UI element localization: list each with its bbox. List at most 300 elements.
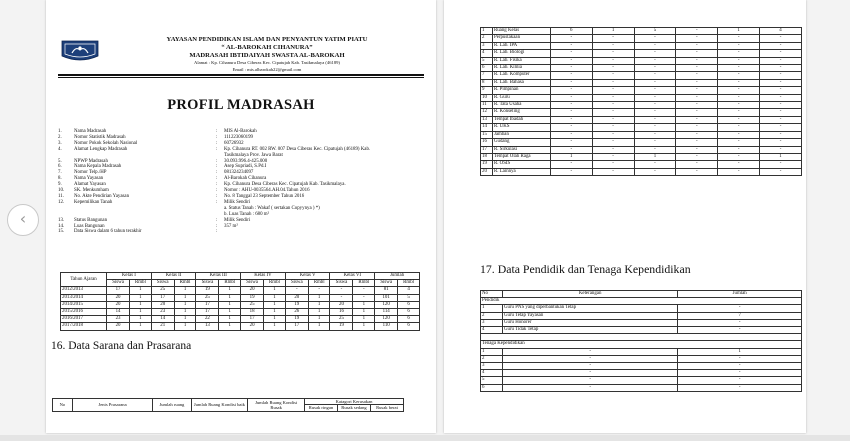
col-sub-siswa: Siswa bbox=[107, 280, 130, 287]
facility-cell: 17 bbox=[481, 146, 493, 153]
facility-cell: - bbox=[592, 124, 634, 131]
facility-cell: - bbox=[634, 102, 676, 109]
profile-value: MIS Al-Barokah bbox=[224, 129, 257, 134]
count-cell: 25 bbox=[241, 301, 264, 308]
row-keterangan: Guru PNS yang diperbantukan Tetap bbox=[502, 305, 677, 312]
facility-cell: 14 bbox=[481, 124, 493, 131]
facility-cell: 13 bbox=[481, 116, 493, 123]
facility-cell: - bbox=[550, 57, 592, 64]
profile-label: Nama Yayasan bbox=[74, 176, 104, 182]
profile-label: Alamat Lengkap Madrasah bbox=[74, 146, 128, 152]
facility-cell: 5 bbox=[481, 57, 493, 64]
row-no: 4 bbox=[481, 327, 503, 334]
table-row bbox=[481, 161, 802, 168]
count-cell: 20 bbox=[241, 323, 264, 330]
row-keterangan: - bbox=[502, 384, 677, 391]
facility-cell: 20 bbox=[481, 168, 493, 175]
count-cell: 16 bbox=[330, 309, 353, 316]
row-jumlah: - bbox=[678, 319, 802, 326]
facility-name: R. OSIS bbox=[492, 161, 550, 168]
profile-colon: : bbox=[216, 164, 218, 170]
row-no: 3 bbox=[481, 319, 503, 326]
facility-name: R. Lab. Bahasa bbox=[492, 79, 550, 86]
table-row bbox=[481, 146, 802, 153]
facility-cell: - bbox=[760, 87, 802, 94]
row-no: 2 bbox=[481, 312, 503, 319]
facility-table bbox=[480, 27, 802, 176]
facility-cell: - bbox=[718, 42, 760, 49]
facility-cell: - bbox=[550, 146, 592, 153]
facility-cell: 18 bbox=[481, 153, 493, 160]
profile-row bbox=[58, 229, 430, 235]
facility-cell: 11 bbox=[481, 102, 493, 109]
facility-cell: 16 bbox=[481, 139, 493, 146]
year-cell: 2012/2013 bbox=[61, 287, 107, 294]
count-cell: - bbox=[353, 294, 375, 301]
facility-cell: - bbox=[718, 146, 760, 153]
table-row bbox=[481, 42, 802, 49]
facility-cell: - bbox=[592, 72, 634, 79]
facility-cell: 19 bbox=[481, 161, 493, 168]
count-cell: 1 bbox=[353, 301, 375, 308]
profile-colon: : bbox=[216, 223, 218, 229]
row-jumlah: - bbox=[678, 327, 802, 334]
col-year-header: Tahun Ajaran bbox=[61, 273, 107, 287]
col-sub-siswa: Siswa bbox=[196, 280, 219, 287]
count-cell: 1 bbox=[174, 316, 196, 323]
count-cell: 17 bbox=[151, 294, 174, 301]
profile-num: 6. bbox=[58, 164, 62, 170]
facility-name: Ruang Kelas bbox=[492, 28, 550, 35]
profile-value: 30.093.996.4-425.000 bbox=[224, 158, 268, 164]
org-name-line1: YAYASAN PENDIDIKAN ISLAM DAN PENYANTUN YATIM PIATU bbox=[166, 36, 368, 43]
col-sub-rombel: Rmbl bbox=[219, 280, 241, 287]
profile-value: Nomor : AHU-0035564.AH.04.Tahun 2016 bbox=[224, 188, 310, 194]
table-row bbox=[481, 116, 802, 123]
count-cell: 5 bbox=[398, 294, 420, 301]
table-row bbox=[481, 384, 802, 391]
section-row bbox=[481, 298, 802, 305]
row-jumlah: 7 bbox=[678, 312, 802, 319]
facility-cell: - bbox=[718, 116, 760, 123]
count-cell: 25 bbox=[151, 287, 174, 294]
facility-cell: - bbox=[718, 87, 760, 94]
year-cell: 2014/2015 bbox=[61, 301, 107, 308]
section17-heading: 17. Data Pendidik dan Tenaga Kependidikan bbox=[480, 262, 691, 276]
org-address: Alamat : Kp. Cihanura Desa Ciberas Kec. Cipatujah Kab. Tasikmalaya (46189) bbox=[194, 60, 340, 65]
facility-name: Tempat Olah Raga bbox=[492, 153, 550, 160]
facility-cell: - bbox=[760, 124, 802, 131]
facility-cell: - bbox=[676, 94, 718, 101]
table-row bbox=[481, 109, 802, 116]
table-row bbox=[481, 370, 802, 377]
row-no: 3 bbox=[481, 363, 503, 370]
row-no: 1 bbox=[481, 305, 503, 312]
profile-value: 357 m² bbox=[224, 223, 238, 229]
col-kategori: Katagori Kerusakan bbox=[305, 399, 404, 405]
profile-num: 9. bbox=[58, 182, 62, 188]
facility-cell: - bbox=[634, 79, 676, 86]
facility-table-header bbox=[52, 398, 404, 412]
spacer-cell bbox=[481, 334, 802, 341]
table-row bbox=[481, 139, 802, 146]
count-cell: 120 bbox=[375, 316, 398, 323]
profile-colon: : bbox=[216, 182, 218, 188]
count-cell: 1 bbox=[174, 309, 196, 316]
col-class-header: Kelas VI bbox=[330, 273, 375, 280]
facility-cell: - bbox=[676, 79, 718, 86]
facility-cell: - bbox=[760, 35, 802, 42]
count-cell: 17 bbox=[196, 301, 219, 308]
year-cell: 2013/2014 bbox=[61, 294, 107, 301]
facility-cell: 3 bbox=[481, 42, 493, 49]
facility-cell: - bbox=[676, 146, 718, 153]
letterhead-rule-thick bbox=[58, 74, 424, 76]
facility-cell: - bbox=[718, 72, 760, 79]
row-keterangan: Guru Tetap Yayasan bbox=[502, 312, 677, 319]
count-cell: 13 bbox=[196, 323, 219, 330]
count-cell: 81 bbox=[375, 287, 398, 294]
facility-cell: - bbox=[760, 161, 802, 168]
profile-value bbox=[224, 229, 430, 235]
profile-label: Data Siswa dalam 6 tahun terakhir bbox=[74, 229, 142, 235]
facility-cell: - bbox=[760, 65, 802, 72]
facility-cell: - bbox=[634, 168, 676, 175]
spacer-row bbox=[481, 334, 802, 341]
col-sub-siswa: Siswa bbox=[330, 280, 353, 287]
count-cell: 1 bbox=[308, 309, 330, 316]
facility-cell: - bbox=[634, 139, 676, 146]
row-no: 4 bbox=[481, 370, 503, 377]
table-row bbox=[481, 363, 802, 370]
row-jumlah: 1 bbox=[678, 348, 802, 355]
count-cell: 1 bbox=[130, 316, 152, 323]
facility-cell: - bbox=[760, 168, 802, 175]
facility-cell: - bbox=[760, 50, 802, 57]
profile-num: 7. bbox=[58, 170, 62, 176]
table-row bbox=[481, 72, 802, 79]
count-cell: 17 bbox=[241, 316, 264, 323]
count-cell: 6 bbox=[398, 316, 420, 323]
facility-cell: - bbox=[676, 42, 718, 49]
facility-cell: - bbox=[718, 168, 760, 175]
facility-name: R. Lab. Komputer bbox=[492, 72, 550, 79]
facility-cell: - bbox=[634, 50, 676, 57]
count-cell: 1 bbox=[219, 309, 241, 316]
table-row bbox=[61, 323, 420, 330]
profile-colon: : bbox=[216, 129, 218, 134]
count-cell: - bbox=[330, 294, 353, 301]
profile-value: Milik Sendiri bbox=[224, 217, 251, 223]
profile-value: No. 8 Tanggal 23 September Tahun 2016 bbox=[224, 193, 305, 199]
facility-cell: - bbox=[550, 79, 592, 86]
profile-label: Kepemilikan Tanah bbox=[74, 199, 113, 205]
profile-value: Kp. Cihanura RT. 002 RW. 007 Desa Ciberas Kec. Cipatujah (46189) Kab. bbox=[224, 146, 371, 152]
table-row bbox=[481, 168, 802, 175]
facility-cell: - bbox=[634, 35, 676, 42]
facility-cell: - bbox=[592, 116, 634, 123]
facility-cell: - bbox=[718, 102, 760, 109]
facility-cell: - bbox=[550, 116, 592, 123]
letterhead-rule-thin bbox=[58, 77, 424, 78]
student-data-table bbox=[60, 272, 420, 331]
facility-cell: - bbox=[550, 102, 592, 109]
count-cell: 20 bbox=[107, 323, 130, 330]
col-sub-rombel: Rmbl bbox=[174, 280, 196, 287]
table-row bbox=[61, 287, 420, 294]
profile-colon: : bbox=[216, 134, 218, 140]
profile-colon: : bbox=[216, 158, 218, 164]
count-cell: 1 bbox=[308, 316, 330, 323]
col-keterangan-header: Keterangan bbox=[502, 291, 677, 298]
count-cell: 1 bbox=[130, 301, 152, 308]
count-cell: 1 bbox=[219, 316, 241, 323]
previous-page-button[interactable] bbox=[7, 204, 39, 236]
count-cell: 19 bbox=[196, 287, 219, 294]
col-sub-siswa: Siswa bbox=[151, 280, 174, 287]
facility-cell: - bbox=[550, 161, 592, 168]
profile-num: 11. bbox=[58, 193, 64, 199]
count-cell: 14 bbox=[151, 316, 174, 323]
count-cell: 1 bbox=[130, 323, 152, 330]
facility-cell: - bbox=[760, 57, 802, 64]
facility-cell: - bbox=[760, 116, 802, 123]
count-cell: 110 bbox=[375, 323, 398, 330]
facility-cell: - bbox=[718, 109, 760, 116]
profile-value: 111223060199 bbox=[224, 134, 253, 140]
facility-cell: - bbox=[676, 87, 718, 94]
facility-cell: - bbox=[592, 57, 634, 64]
count-cell: 1 bbox=[308, 301, 330, 308]
facility-cell: - bbox=[760, 42, 802, 49]
facility-name: R. Sirkulasi bbox=[492, 146, 550, 153]
facility-cell: - bbox=[760, 139, 802, 146]
profile-list bbox=[58, 129, 430, 235]
facility-cell: - bbox=[634, 131, 676, 138]
profile-value: Tasikmalaya Prov. Jawa Barat bbox=[224, 152, 283, 158]
count-cell: 1 bbox=[174, 323, 196, 330]
facility-cell: - bbox=[592, 109, 634, 116]
facility-cell: - bbox=[760, 131, 802, 138]
col-class-header: Kelas V bbox=[285, 273, 330, 280]
profile-label: Nama Kepala Madrasah bbox=[74, 164, 122, 170]
facility-cell: - bbox=[592, 153, 634, 160]
table-row bbox=[481, 65, 802, 72]
count-cell: 20 bbox=[241, 287, 264, 294]
count-cell: 6 bbox=[398, 309, 420, 316]
facility-cell: - bbox=[718, 57, 760, 64]
facility-cell: 4 bbox=[481, 50, 493, 57]
table-row bbox=[481, 305, 802, 312]
row-keterangan: - bbox=[502, 370, 677, 377]
count-cell: 19 bbox=[330, 323, 353, 330]
count-cell: 1 bbox=[219, 301, 241, 308]
facility-cell: - bbox=[718, 124, 760, 131]
count-cell: 25 bbox=[196, 294, 219, 301]
facility-name: Tempat Ibadah bbox=[492, 116, 550, 123]
facility-name: Gudang bbox=[492, 139, 550, 146]
facility-cell: 7 bbox=[481, 72, 493, 79]
profile-num: 15. bbox=[58, 229, 65, 235]
row-no: 1 bbox=[481, 348, 503, 355]
year-cell: 2017/2018 bbox=[61, 323, 107, 330]
table-row bbox=[481, 131, 802, 138]
count-cell: 20 bbox=[330, 301, 353, 308]
facility-name: R. Konseling bbox=[492, 109, 550, 116]
section16-heading: 16. Data Sarana dan Prasarana bbox=[51, 340, 192, 352]
row-no: 5 bbox=[481, 377, 503, 384]
count-cell: - bbox=[308, 287, 330, 294]
profile-num: 4. bbox=[58, 146, 62, 152]
table-row bbox=[481, 28, 802, 35]
count-cell: 1 bbox=[174, 294, 196, 301]
facility-cell: - bbox=[550, 72, 592, 79]
facility-name: R. Lab. IPA bbox=[492, 42, 550, 49]
table-row bbox=[481, 87, 802, 94]
count-cell: 23 bbox=[107, 316, 130, 323]
row-keterangan: - bbox=[502, 355, 677, 362]
col-jenis: Jenis Prasarana bbox=[72, 399, 152, 412]
count-cell: 19 bbox=[241, 294, 264, 301]
facility-cell: - bbox=[718, 79, 760, 86]
facility-cell: - bbox=[634, 72, 676, 79]
tenaga-section-label: Tenaga Kependidikan bbox=[481, 341, 802, 348]
col-jumlah-ruang: Jumlah ruang bbox=[153, 399, 191, 412]
facility-cell: - bbox=[760, 79, 802, 86]
profile-value: Al-Barokah Cihanura bbox=[224, 176, 267, 182]
facility-cell: 5 bbox=[634, 28, 676, 35]
facility-cell: - bbox=[592, 102, 634, 109]
row-keterangan: - bbox=[502, 363, 677, 370]
facility-cell: - bbox=[634, 94, 676, 101]
count-cell: 1 bbox=[130, 294, 152, 301]
facility-cell: - bbox=[676, 72, 718, 79]
profile-colon: : bbox=[216, 229, 218, 235]
facility-cell: - bbox=[550, 65, 592, 72]
facility-cell: - bbox=[550, 131, 592, 138]
table-row bbox=[481, 355, 802, 362]
facility-cell: - bbox=[550, 87, 592, 94]
profile-num: 1. bbox=[58, 129, 62, 134]
profile-colon: : bbox=[216, 170, 218, 176]
count-cell: 1 bbox=[353, 316, 375, 323]
facility-cell: - bbox=[676, 65, 718, 72]
facility-cell: - bbox=[718, 131, 760, 138]
count-cell: 1 bbox=[264, 316, 286, 323]
profile-num: 13. bbox=[58, 217, 65, 223]
count-cell: 1 bbox=[308, 294, 330, 301]
count-cell: 17 bbox=[196, 309, 219, 316]
facility-cell: 12 bbox=[481, 109, 493, 116]
profile-label: Status Bangunan bbox=[74, 217, 108, 223]
facility-cell: - bbox=[592, 65, 634, 72]
count-cell: 4 bbox=[398, 287, 420, 294]
col-class-header: Kelas III bbox=[196, 273, 241, 280]
facility-name: R. Lab. Biologi bbox=[492, 50, 550, 57]
col-sedang: Rusak sedang bbox=[337, 405, 370, 411]
count-cell: - bbox=[285, 287, 308, 294]
count-cell: 1 bbox=[219, 323, 241, 330]
profile-colon: : bbox=[216, 199, 218, 205]
profile-value: 081324234097 bbox=[224, 170, 254, 176]
facility-cell: - bbox=[550, 42, 592, 49]
pendidik-section-label: Pendidik bbox=[481, 298, 802, 305]
count-cell: 1 bbox=[353, 309, 375, 316]
facility-cell: - bbox=[592, 168, 634, 175]
profile-num: 3. bbox=[58, 140, 62, 146]
horizontal-scrollbar[interactable] bbox=[0, 435, 850, 441]
facility-cell: - bbox=[634, 65, 676, 72]
row-jumlah: - bbox=[678, 377, 802, 384]
col-sub-rombel: Rmbl bbox=[130, 280, 152, 287]
profile-value: Milik Sendiri bbox=[224, 199, 251, 205]
col-ringan: Rusak ringan bbox=[305, 405, 338, 411]
facility-name: Jamban bbox=[492, 131, 550, 138]
facility-cell: - bbox=[550, 94, 592, 101]
year-cell: 2015/2016 bbox=[61, 309, 107, 316]
facility-name: R. Lab. Fisika bbox=[492, 57, 550, 64]
col-berat: Rusak berat bbox=[370, 405, 403, 411]
table-row bbox=[481, 35, 802, 42]
facility-cell: - bbox=[718, 65, 760, 72]
row-keterangan: - bbox=[502, 377, 677, 384]
facility-cell: - bbox=[718, 35, 760, 42]
facility-cell: 1 bbox=[760, 153, 802, 160]
profile-num: 14. bbox=[58, 223, 65, 229]
table-row bbox=[481, 319, 802, 326]
row-jumlah: - bbox=[678, 305, 802, 312]
col-class-header: Kelas IV bbox=[241, 273, 286, 280]
facility-cell: - bbox=[676, 131, 718, 138]
count-cell: 23 bbox=[151, 309, 174, 316]
row-no: 2 bbox=[481, 355, 503, 362]
profile-colon: : bbox=[216, 193, 218, 199]
profile-value: 60726932 bbox=[224, 140, 244, 146]
table-row bbox=[61, 301, 420, 308]
count-cell: 1 bbox=[264, 323, 286, 330]
facility-cell: - bbox=[676, 139, 718, 146]
profile-num: 5. bbox=[58, 158, 62, 164]
facility-cell: - bbox=[634, 87, 676, 94]
facility-cell: - bbox=[634, 124, 676, 131]
count-cell: 17 bbox=[107, 287, 130, 294]
facility-cell: 2 bbox=[481, 35, 493, 42]
facility-name: R. Pimpinan bbox=[492, 87, 550, 94]
profile-value: a. Status Tanah : Wakaf ( sertakan Copyynya ) *) bbox=[224, 205, 320, 211]
count-cell: 6 bbox=[398, 323, 420, 330]
count-cell: 1 bbox=[174, 301, 196, 308]
row-keterangan: Guru Tidak Tetap bbox=[502, 327, 677, 334]
facility-cell: - bbox=[592, 42, 634, 49]
count-cell: 14 bbox=[107, 309, 130, 316]
count-cell: 21 bbox=[151, 323, 174, 330]
table-row bbox=[481, 50, 802, 57]
col-class-header: Kelas II bbox=[151, 273, 196, 280]
facility-cell: - bbox=[760, 146, 802, 153]
count-cell: 1 bbox=[264, 294, 286, 301]
profile-label: SK. Menkumham bbox=[74, 188, 109, 194]
facility-cell: - bbox=[550, 139, 592, 146]
row-jumlah: - bbox=[678, 363, 802, 370]
row-jumlah: - bbox=[678, 384, 802, 391]
count-cell: 1 bbox=[353, 323, 375, 330]
facility-cell: 8 bbox=[481, 79, 493, 86]
facility-cell: - bbox=[718, 50, 760, 57]
count-cell: 101 bbox=[375, 294, 398, 301]
facility-cell: - bbox=[760, 109, 802, 116]
facility-cell: 1 bbox=[481, 28, 493, 35]
count-cell: 19 bbox=[285, 316, 308, 323]
